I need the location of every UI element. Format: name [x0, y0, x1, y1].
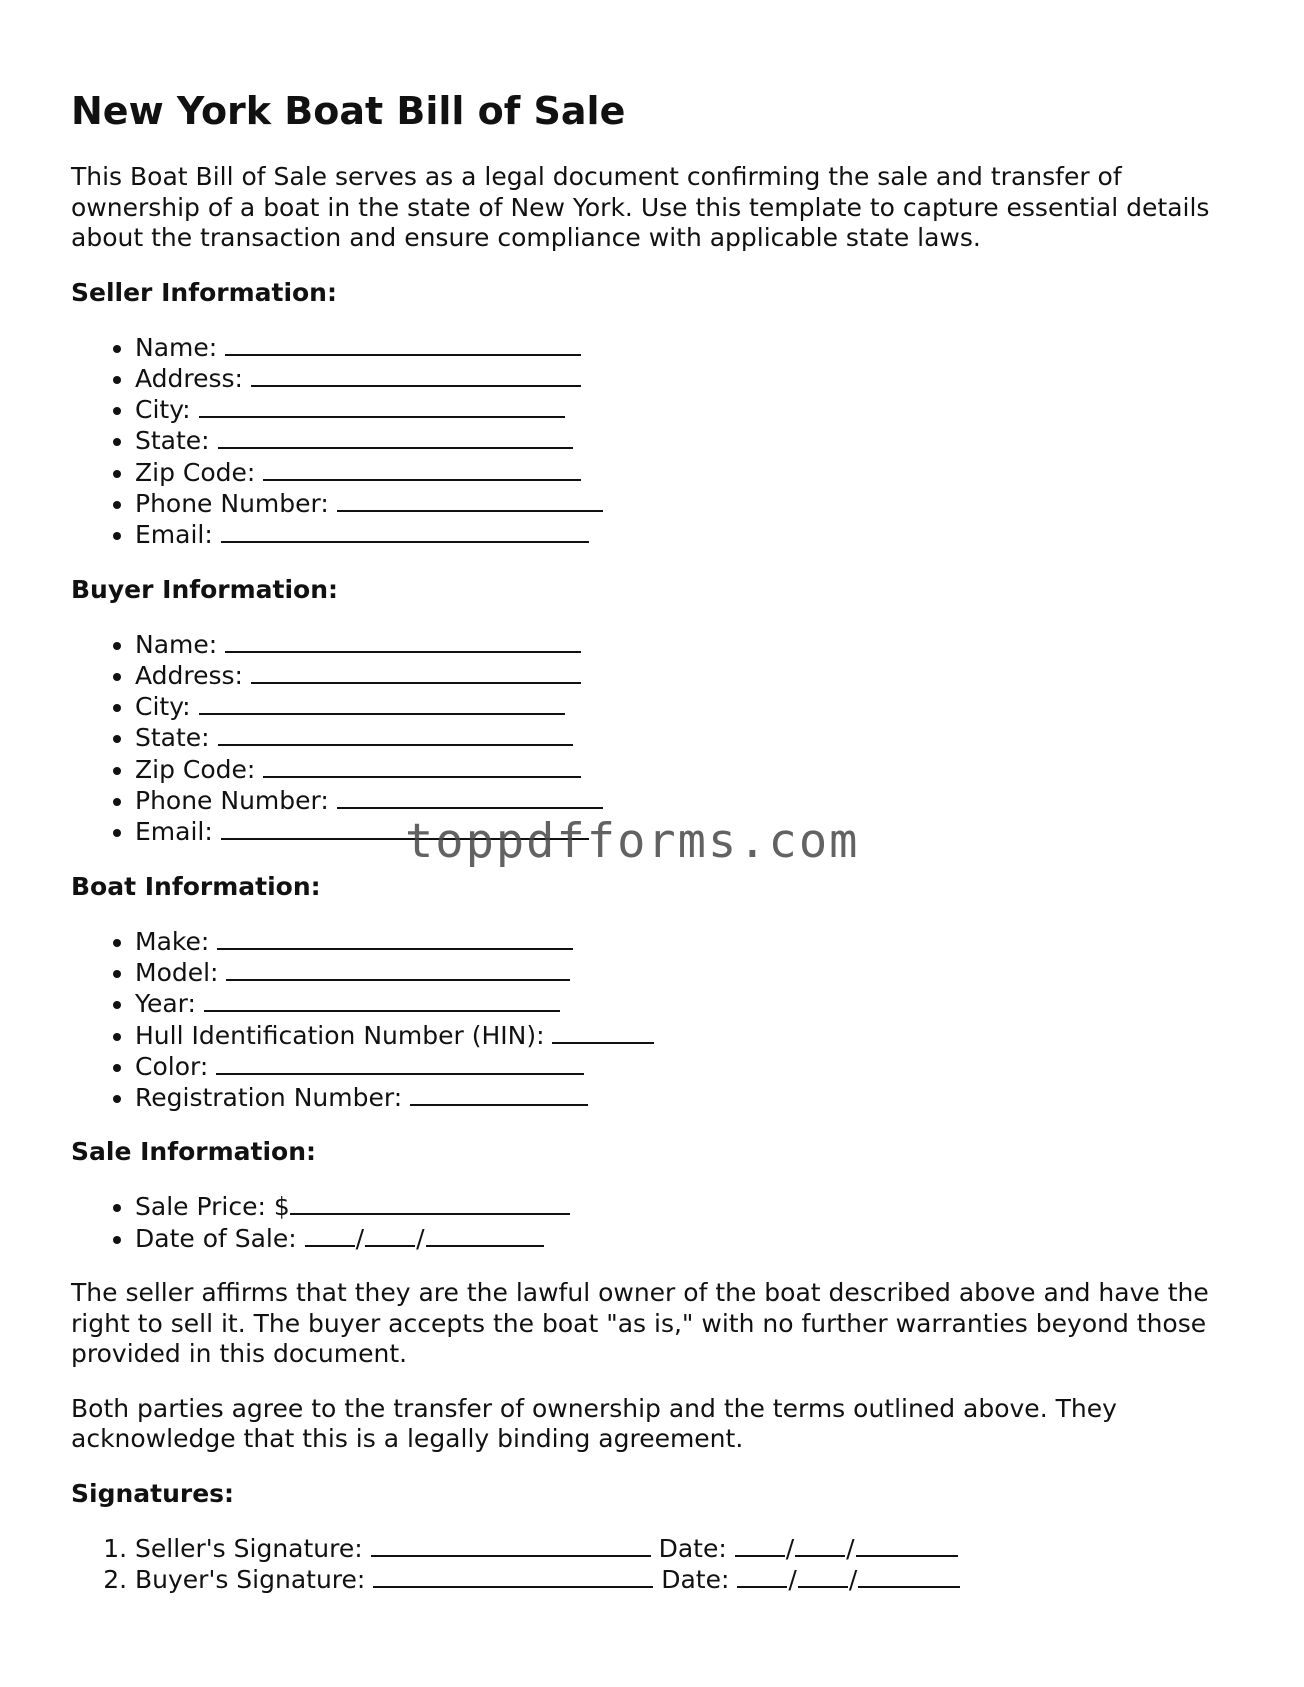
seller-zip-blank[interactable] — [263, 457, 581, 481]
list-item: 2. Buyer's Signature: Date: / / — [135, 1564, 1241, 1595]
seller-state-blank[interactable] — [218, 425, 573, 449]
boat-registration-blank[interactable] — [410, 1082, 588, 1106]
list-item: • Hull Identification Number (HIN): — [135, 1020, 1241, 1051]
list-item: • State: — [135, 722, 1241, 753]
list-item: • Color: — [135, 1051, 1241, 1082]
seller-sign-year-blank[interactable] — [856, 1533, 958, 1557]
boat-year-blank[interactable] — [204, 988, 560, 1012]
sale-heading: Sale Information: — [71, 1137, 316, 1167]
seller-email-blank[interactable] — [221, 519, 589, 543]
list-item: • Model: — [135, 957, 1241, 988]
intro-paragraph: This Boat Bill of Sale serves as a legal document confirming the sale and transfer of ownership of a boat in the state of New York. Use this template to capture essential details about the transaction and ensure compliance with applicable state laws. — [71, 162, 1210, 252]
list-item: • City: — [135, 691, 1241, 722]
list-item: • Email: — [135, 816, 1241, 847]
boat-make-blank[interactable] — [217, 926, 573, 950]
boat-heading: Boat Information: — [71, 871, 321, 901]
buyer-name-blank[interactable] — [225, 629, 581, 653]
seller-field-list — [71, 332, 1241, 551]
buyer-sign-year-blank[interactable] — [858, 1564, 960, 1588]
list-item: • Phone Number: — [135, 488, 1241, 519]
list-item: • Name: — [135, 332, 1241, 363]
buyer-sign-day-blank[interactable] — [798, 1564, 848, 1588]
seller-sign-day-blank[interactable] — [795, 1533, 845, 1557]
signature-list — [71, 1533, 1241, 1596]
list-item: • City: — [135, 394, 1241, 425]
seller-signature-blank[interactable] — [371, 1533, 651, 1557]
sale-field-list — [71, 1191, 1241, 1254]
sale-date-year-blank[interactable] — [426, 1223, 544, 1247]
list-item: • Zip Code: — [135, 457, 1241, 488]
sale-date-day-blank[interactable] — [365, 1223, 415, 1247]
seller-heading: Seller Information: — [71, 277, 337, 307]
affirm-paragraph: The seller affirms that they are the lawful owner of the boat described above and have the right to sell it. The buyer accepts the boat "as is," with no further warranties beyond those provided in this document. — [71, 1278, 1209, 1369]
buyer-zip-blank[interactable] — [263, 754, 581, 778]
buyer-heading: Buyer Information: — [71, 574, 339, 604]
boat-model-blank[interactable] — [226, 957, 570, 981]
sale-date-month-blank[interactable] — [305, 1223, 355, 1247]
seller-city-blank[interactable] — [199, 394, 565, 418]
boat-hin-blank[interactable] — [552, 1020, 654, 1044]
watermark: toppdfforms.com — [405, 814, 860, 869]
list-item: • Make: — [135, 926, 1241, 957]
list-item: • State: — [135, 425, 1241, 456]
signatures-heading: Signatures: — [71, 1478, 235, 1508]
buyer-sign-month-blank[interactable] — [737, 1564, 787, 1588]
list-item: • Address: — [135, 660, 1241, 691]
buyer-phone-blank[interactable] — [337, 785, 603, 809]
buyer-signature-blank[interactable] — [373, 1564, 653, 1588]
list-item: • Phone Number: — [135, 785, 1241, 816]
list-item: • Name: — [135, 629, 1241, 660]
boat-field-list — [71, 926, 1241, 1114]
buyer-city-blank[interactable] — [199, 691, 565, 715]
boat-color-blank[interactable] — [216, 1051, 584, 1075]
list-item: 1. Seller's Signature: Date: / / — [135, 1533, 1241, 1564]
list-item: • Sale Price: $ — [135, 1191, 1241, 1222]
sale-price-blank[interactable] — [290, 1191, 570, 1215]
list-item: • Email: — [135, 519, 1241, 550]
list-item: • Registration Number: — [135, 1082, 1241, 1113]
buyer-address-blank[interactable] — [251, 660, 581, 684]
list-item: • Address: — [135, 363, 1241, 394]
seller-name-blank[interactable] — [225, 332, 581, 356]
seller-phone-blank[interactable] — [337, 488, 603, 512]
seller-sign-month-blank[interactable] — [735, 1533, 785, 1557]
list-item: • Date of Sale: / / — [135, 1223, 1241, 1254]
list-item: • Zip Code: — [135, 754, 1241, 785]
agree-paragraph: Both parties agree to the transfer of ownership and the terms outlined above. They acknowledge that this is a legally binding agreement. — [71, 1393, 1117, 1454]
page-title: New York Boat Bill of Sale — [71, 89, 626, 133]
buyer-state-blank[interactable] — [218, 722, 573, 746]
seller-address-blank[interactable] — [251, 363, 581, 387]
list-item: • Year: — [135, 988, 1241, 1019]
